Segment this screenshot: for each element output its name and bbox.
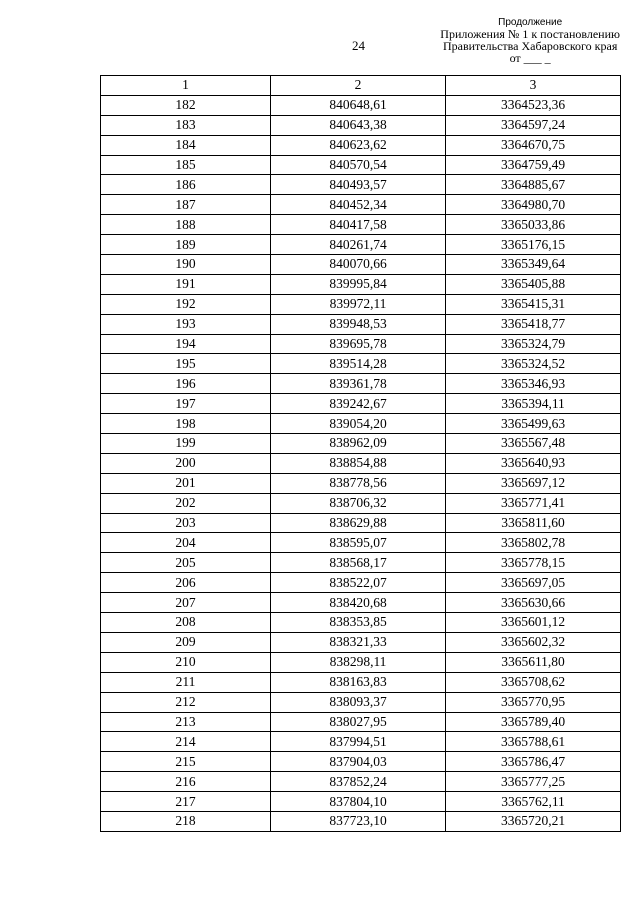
x-coordinate-cell: 838027,95 xyxy=(271,712,446,732)
point-number-cell: 217 xyxy=(101,792,271,812)
coordinates-table xyxy=(100,75,621,832)
table-row xyxy=(101,274,621,294)
x-coordinate-cell: 838163,83 xyxy=(271,672,446,692)
x-coordinate-cell: 837994,51 xyxy=(271,732,446,752)
table-row xyxy=(101,473,621,493)
table-row xyxy=(101,215,621,235)
y-coordinate-cell: 3365802,78 xyxy=(446,533,621,553)
y-coordinate-cell: 3365697,05 xyxy=(446,573,621,593)
x-coordinate-cell: 838706,32 xyxy=(271,493,446,513)
point-number-cell: 198 xyxy=(101,414,271,434)
y-coordinate-cell: 3365770,95 xyxy=(446,692,621,712)
column-header-number: 1 xyxy=(101,76,271,96)
table-row xyxy=(101,314,621,334)
table-row xyxy=(101,692,621,712)
table-row xyxy=(101,155,621,175)
point-number-cell: 187 xyxy=(101,195,271,215)
table-body xyxy=(101,95,621,831)
point-number-cell: 199 xyxy=(101,434,271,454)
header-line-appendix: Приложения № 1 к постановлению xyxy=(440,27,620,41)
point-number-cell: 196 xyxy=(101,374,271,394)
point-number-cell: 200 xyxy=(101,453,271,473)
point-number-cell: 211 xyxy=(101,672,271,692)
point-number-cell: 201 xyxy=(101,473,271,493)
y-coordinate-cell: 3365324,79 xyxy=(446,334,621,354)
y-coordinate-cell: 3364759,49 xyxy=(446,155,621,175)
point-number-cell: 189 xyxy=(101,235,271,255)
point-number-cell: 207 xyxy=(101,593,271,613)
y-coordinate-cell: 3365346,93 xyxy=(446,374,621,394)
y-coordinate-cell: 3365778,15 xyxy=(446,553,621,573)
point-number-cell: 212 xyxy=(101,692,271,712)
table-row xyxy=(101,235,621,255)
table-row xyxy=(101,553,621,573)
x-coordinate-cell: 840643,38 xyxy=(271,115,446,135)
x-coordinate-cell: 838522,07 xyxy=(271,573,446,593)
y-coordinate-cell: 3364597,24 xyxy=(446,115,621,135)
table-row xyxy=(101,573,621,593)
point-number-cell: 191 xyxy=(101,274,271,294)
point-number-cell: 209 xyxy=(101,632,271,652)
header-line-date: от ___ _ xyxy=(509,51,551,65)
table-row xyxy=(101,533,621,553)
point-number-cell: 216 xyxy=(101,772,271,792)
table-row xyxy=(101,613,621,633)
x-coordinate-cell: 840261,74 xyxy=(271,235,446,255)
table-row xyxy=(101,712,621,732)
y-coordinate-cell: 3365602,32 xyxy=(446,632,621,652)
x-coordinate-cell: 839948,53 xyxy=(271,314,446,334)
table-row xyxy=(101,334,621,354)
point-number-cell: 185 xyxy=(101,155,271,175)
table-row xyxy=(101,195,621,215)
column-header-y: 3 xyxy=(446,76,621,96)
y-coordinate-cell: 3365499,63 xyxy=(446,414,621,434)
point-number-cell: 184 xyxy=(101,135,271,155)
x-coordinate-cell: 840648,61 xyxy=(271,95,446,115)
y-coordinate-cell: 3365640,93 xyxy=(446,453,621,473)
x-coordinate-cell: 837852,24 xyxy=(271,772,446,792)
table-row xyxy=(101,811,621,831)
point-number-cell: 218 xyxy=(101,811,271,831)
x-coordinate-cell: 839054,20 xyxy=(271,414,446,434)
table-row xyxy=(101,493,621,513)
y-coordinate-cell: 3365176,15 xyxy=(446,235,621,255)
x-coordinate-cell: 839514,28 xyxy=(271,354,446,374)
page-number: 24 xyxy=(352,38,365,53)
point-number-cell: 192 xyxy=(101,294,271,314)
point-number-cell: 194 xyxy=(101,334,271,354)
point-number-cell: 186 xyxy=(101,175,271,195)
x-coordinate-cell: 838854,88 xyxy=(271,453,446,473)
x-coordinate-cell: 838298,11 xyxy=(271,652,446,672)
y-coordinate-cell: 3365601,12 xyxy=(446,613,621,633)
y-coordinate-cell: 3365777,25 xyxy=(446,772,621,792)
table-row xyxy=(101,652,621,672)
table-row xyxy=(101,672,621,692)
y-coordinate-cell: 3365324,52 xyxy=(446,354,621,374)
table-row xyxy=(101,115,621,135)
y-coordinate-cell: 3365418,77 xyxy=(446,314,621,334)
table-row xyxy=(101,434,621,454)
table-row xyxy=(101,792,621,812)
x-coordinate-cell: 837804,10 xyxy=(271,792,446,812)
point-number-cell: 206 xyxy=(101,573,271,593)
x-coordinate-cell: 840070,66 xyxy=(271,255,446,275)
x-coordinate-cell: 840452,34 xyxy=(271,195,446,215)
point-number-cell: 183 xyxy=(101,115,271,135)
x-coordinate-cell: 837723,10 xyxy=(271,811,446,831)
y-coordinate-cell: 3364980,70 xyxy=(446,195,621,215)
y-coordinate-cell: 3365720,21 xyxy=(446,811,621,831)
table-row xyxy=(101,632,621,652)
table-row xyxy=(101,772,621,792)
document-header xyxy=(440,17,620,64)
x-coordinate-cell: 839972,11 xyxy=(271,294,446,314)
y-coordinate-cell: 3365697,12 xyxy=(446,473,621,493)
x-coordinate-cell: 839995,84 xyxy=(271,274,446,294)
point-number-cell: 197 xyxy=(101,394,271,414)
x-coordinate-cell: 839361,78 xyxy=(271,374,446,394)
y-coordinate-cell: 3365349,64 xyxy=(446,255,621,275)
y-coordinate-cell: 3365811,60 xyxy=(446,513,621,533)
table-row xyxy=(101,135,621,155)
y-coordinate-cell: 3365567,48 xyxy=(446,434,621,454)
x-coordinate-cell: 838629,88 xyxy=(271,513,446,533)
point-number-cell: 208 xyxy=(101,613,271,633)
x-coordinate-cell: 838420,68 xyxy=(271,593,446,613)
y-coordinate-cell: 3365405,88 xyxy=(446,274,621,294)
point-number-cell: 202 xyxy=(101,493,271,513)
y-coordinate-cell: 3364670,75 xyxy=(446,135,621,155)
point-number-cell: 195 xyxy=(101,354,271,374)
y-coordinate-cell: 3364523,36 xyxy=(446,95,621,115)
y-coordinate-cell: 3365708,62 xyxy=(446,672,621,692)
header-line-government: Правительства Хабаровского края xyxy=(442,39,618,53)
point-number-cell: 188 xyxy=(101,215,271,235)
x-coordinate-cell: 840493,57 xyxy=(271,175,446,195)
table-row xyxy=(101,354,621,374)
table-row xyxy=(101,593,621,613)
x-coordinate-cell: 838595,07 xyxy=(271,533,446,553)
x-coordinate-cell: 839695,78 xyxy=(271,334,446,354)
table-row xyxy=(101,752,621,772)
y-coordinate-cell: 3364885,67 xyxy=(446,175,621,195)
x-coordinate-cell: 838568,17 xyxy=(271,553,446,573)
table-row xyxy=(101,732,621,752)
table-row xyxy=(101,175,621,195)
point-number-cell: 204 xyxy=(101,533,271,553)
y-coordinate-cell: 3365033,86 xyxy=(446,215,621,235)
continuation-label: Продолжение xyxy=(498,17,563,28)
x-coordinate-cell: 837904,03 xyxy=(271,752,446,772)
point-number-cell: 182 xyxy=(101,95,271,115)
table-row xyxy=(101,294,621,314)
table-row xyxy=(101,255,621,275)
point-number-cell: 213 xyxy=(101,712,271,732)
y-coordinate-cell: 3365762,11 xyxy=(446,792,621,812)
x-coordinate-cell: 840417,58 xyxy=(271,215,446,235)
x-coordinate-cell: 838321,33 xyxy=(271,632,446,652)
table-row xyxy=(101,513,621,533)
y-coordinate-cell: 3365630,66 xyxy=(446,593,621,613)
table-row xyxy=(101,374,621,394)
x-coordinate-cell: 838093,37 xyxy=(271,692,446,712)
x-coordinate-cell: 840623,62 xyxy=(271,135,446,155)
x-coordinate-cell: 840570,54 xyxy=(271,155,446,175)
point-number-cell: 210 xyxy=(101,652,271,672)
column-header-x: 2 xyxy=(271,76,446,96)
x-coordinate-cell: 839242,67 xyxy=(271,394,446,414)
point-number-cell: 190 xyxy=(101,255,271,275)
y-coordinate-cell: 3365611,80 xyxy=(446,652,621,672)
point-number-cell: 205 xyxy=(101,553,271,573)
y-coordinate-cell: 3365789,40 xyxy=(446,712,621,732)
y-coordinate-cell: 3365415,31 xyxy=(446,294,621,314)
table-row xyxy=(101,95,621,115)
y-coordinate-cell: 3365788,61 xyxy=(446,732,621,752)
point-number-cell: 215 xyxy=(101,752,271,772)
y-coordinate-cell: 3365771,41 xyxy=(446,493,621,513)
table-row xyxy=(101,414,621,434)
y-coordinate-cell: 3365394,11 xyxy=(446,394,621,414)
point-number-cell: 214 xyxy=(101,732,271,752)
x-coordinate-cell: 838962,09 xyxy=(271,434,446,454)
x-coordinate-cell: 838778,56 xyxy=(271,473,446,493)
table-header-row xyxy=(101,76,621,96)
point-number-cell: 203 xyxy=(101,513,271,533)
y-coordinate-cell: 3365786,47 xyxy=(446,752,621,772)
point-number-cell: 193 xyxy=(101,314,271,334)
table-row xyxy=(101,453,621,473)
table-row xyxy=(101,394,621,414)
x-coordinate-cell: 838353,85 xyxy=(271,613,446,633)
